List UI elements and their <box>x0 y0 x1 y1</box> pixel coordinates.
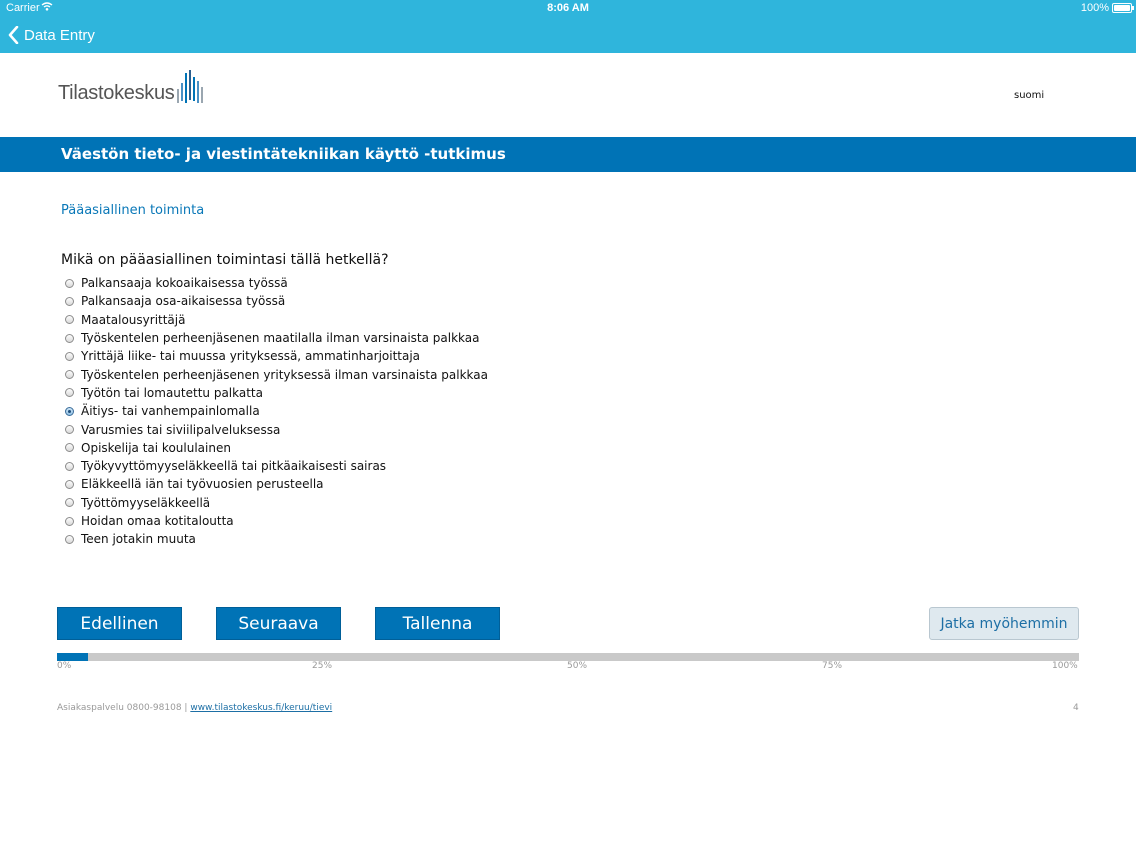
logo <box>58 69 203 107</box>
answer-option-label: Työskentelen perheenjäsenen yrityksessä ilman varsinaista palkkaa <box>81 367 488 382</box>
answer-option[interactable] <box>65 457 488 475</box>
radio-button[interactable] <box>65 498 74 507</box>
clock: 8:06 AM <box>547 2 589 14</box>
radio-button[interactable] <box>65 535 74 544</box>
answer-option-label: Äitiys- tai vanhempainlomalla <box>81 404 260 419</box>
radio-button[interactable] <box>65 279 74 288</box>
language-link[interactable]: suomi <box>1014 90 1045 101</box>
battery-icon <box>1112 3 1132 13</box>
progress-tick-label: 100% <box>1052 661 1078 671</box>
answer-option-label: Työttömyyseläkkeellä <box>81 495 211 510</box>
next-button[interactable]: Seuraava <box>216 607 341 640</box>
radio-button[interactable] <box>65 352 74 361</box>
answer-options <box>65 274 488 548</box>
answer-option-label: Maatalousyrittäjä <box>81 312 186 327</box>
answer-option[interactable] <box>65 402 488 420</box>
radio-button[interactable] <box>65 480 74 489</box>
status-bar <box>0 0 1136 17</box>
radio-button[interactable] <box>65 370 74 379</box>
section-title: Pääasiallinen toiminta <box>61 203 205 218</box>
navigation-bar <box>0 17 1136 53</box>
progress-tick-label: 25% <box>312 661 333 671</box>
answer-option[interactable] <box>65 530 488 548</box>
radio-button[interactable] <box>65 388 74 397</box>
answer-option-label: Palkansaaja kokoaikaisessa työssä <box>81 276 288 291</box>
radio-button[interactable] <box>65 443 74 452</box>
radio-button[interactable] <box>65 407 74 416</box>
progress-bar-fill <box>57 653 88 661</box>
question-text: Mikä on pääasiallinen toimintasi tällä hetkellä? <box>61 252 389 268</box>
continue-later-button[interactable]: Jatka myöhemmin <box>929 607 1079 640</box>
answer-option-label: Opiskelija tai koululainen <box>81 440 231 455</box>
answer-option[interactable] <box>65 292 488 310</box>
answer-option[interactable] <box>65 475 488 493</box>
answer-option[interactable] <box>65 494 488 512</box>
survey-title-band <box>0 137 1136 172</box>
back-button[interactable] <box>8 24 95 46</box>
answer-option-label: Teen jotakin muuta <box>81 532 196 547</box>
answer-option[interactable] <box>65 365 488 383</box>
progress-tick-label: 0% <box>57 661 72 671</box>
radio-button[interactable] <box>65 462 74 471</box>
page-number: 4 <box>1073 703 1079 713</box>
answer-option-label: Palkansaaja osa-aikaisessa työssä <box>81 294 286 309</box>
answer-option[interactable] <box>65 274 488 292</box>
carrier-label: Carrier <box>6 2 40 14</box>
page-header <box>0 53 1136 137</box>
radio-button[interactable] <box>65 315 74 324</box>
radio-button[interactable] <box>65 334 74 343</box>
answer-option-label: Työskentelen perheenjäsenen maatilalla ilman varsinaista palkkaa <box>81 331 480 346</box>
answer-option[interactable] <box>65 512 488 530</box>
answer-option[interactable] <box>65 439 488 457</box>
progress-tick-label: 75% <box>822 661 843 671</box>
logo-text: Tilastokeskus <box>58 82 175 104</box>
answer-option-label: Eläkkeellä iän tai työvuosien perusteella <box>81 477 324 492</box>
radio-button[interactable] <box>65 517 74 526</box>
survey-info-link[interactable]: www.tilastokeskus.fi/keruu/tievi <box>190 703 333 713</box>
radio-button[interactable] <box>65 425 74 434</box>
survey-title: Väestön tieto- ja viestintätekniikan käyttö -tutkimus <box>61 145 506 163</box>
answer-option-label: Varusmies tai siviilipalveluksessa <box>81 422 281 437</box>
progress-tick-label: 50% <box>567 661 588 671</box>
footer <box>57 703 332 713</box>
answer-option[interactable] <box>65 329 488 347</box>
customer-service-text: Asiakaspalvelu 0800-98108 | <box>57 703 188 713</box>
answer-option[interactable] <box>65 347 488 365</box>
answer-option-label: Työkyvyttömyyseläkkeellä tai pitkäaikaisesti sairas <box>81 459 387 474</box>
logo-bars-icon <box>175 69 203 107</box>
progress-bar <box>57 653 1079 661</box>
previous-button[interactable]: Edellinen <box>57 607 182 640</box>
answer-option[interactable] <box>65 311 488 329</box>
chevron-left-icon <box>8 26 19 44</box>
answer-option-label: Hoidan omaa kotitaloutta <box>81 514 234 528</box>
answer-option[interactable] <box>65 420 488 438</box>
answer-option-label: Työtön tai lomautettu palkatta <box>81 385 263 400</box>
save-button[interactable]: Tallenna <box>375 607 500 640</box>
back-button-label: Data Entry <box>24 26 95 44</box>
answer-option-label: Yrittäjä liike- tai muussa yrityksessä, ammatinharjoittaja <box>81 349 421 364</box>
radio-button[interactable] <box>65 297 74 306</box>
answer-option[interactable] <box>65 384 488 402</box>
battery-percentage: 100% <box>1080 2 1109 14</box>
